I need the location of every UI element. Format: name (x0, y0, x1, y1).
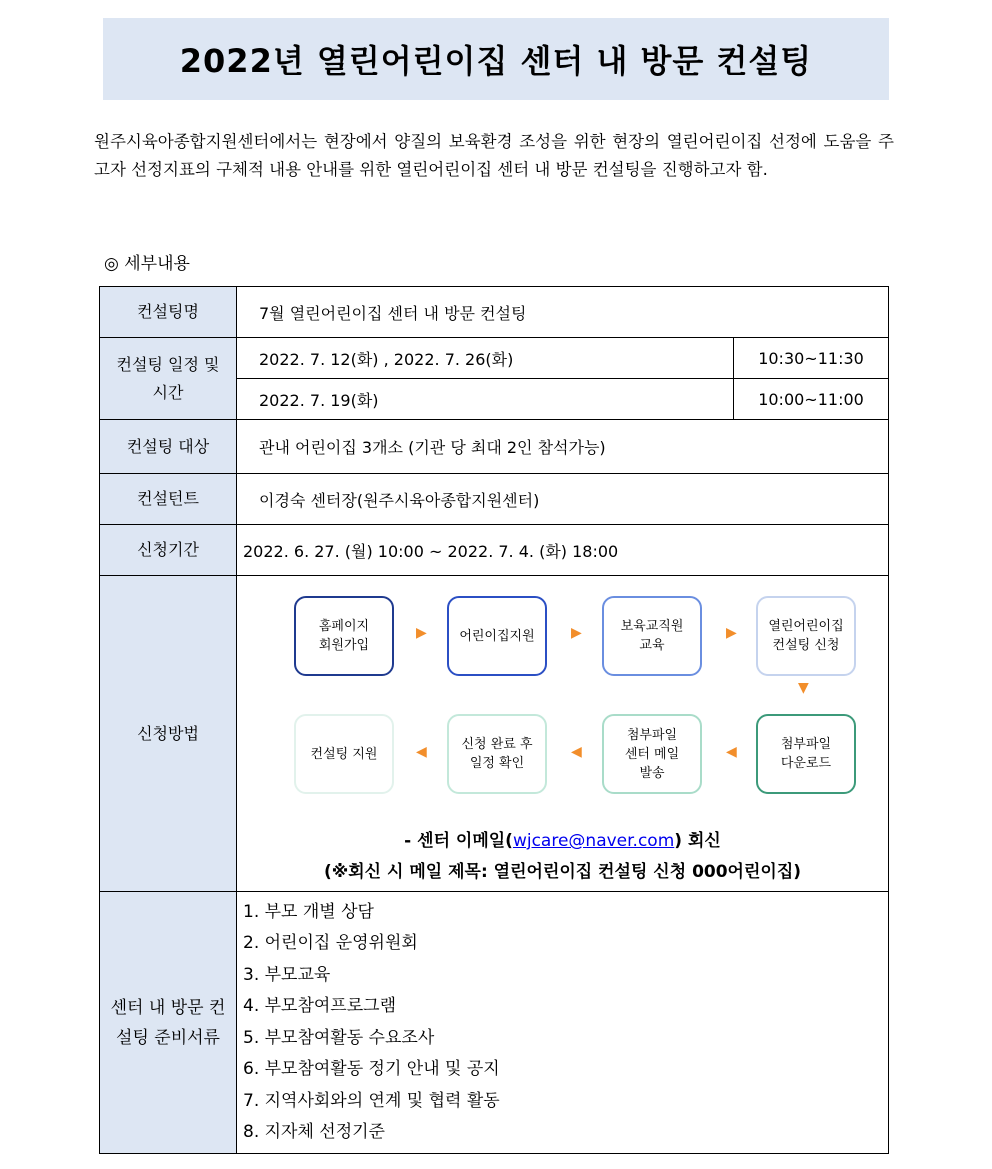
documents-list (237, 897, 888, 1149)
label-documents: 센터 내 방문 컨설팅 준비서류 (100, 892, 237, 1154)
list-item: 3. 부모교육 (243, 964, 331, 985)
title-banner (103, 18, 889, 100)
row-method (100, 576, 889, 892)
value-target: 관내 어린이집 3개소 (기관 당 최대 2인 참석가능) (237, 420, 889, 474)
value-consultant: 이경숙 센터장(원주시육아종합지원센터) (237, 474, 889, 525)
schedule-date-2: 2022. 7. 19(화) (237, 379, 734, 420)
row-target (100, 420, 889, 474)
flow-step-apply-consulting: 열린어린이집 컨설팅 신청 (756, 596, 856, 676)
row-documents (100, 892, 889, 1154)
label-period: 신청기간 (100, 525, 237, 576)
schedule-date-1: 2022. 7. 12(화) , 2022. 7. 26(화) (237, 338, 734, 379)
list-item: 6. 부모참여활동 정기 안내 및 공지 (243, 1059, 500, 1079)
flow-step-daycare-support: 어린이집지원 (447, 596, 547, 676)
row-schedule-1 (100, 338, 889, 379)
value-documents (237, 892, 889, 1154)
page-title: 2022년 열린어린이집 센터 내 방문 컨설팅 (179, 42, 813, 80)
value-method (237, 576, 889, 892)
label-schedule: 컨설팅 일정 및 시간 (100, 338, 237, 420)
label-method: 신청방법 (100, 576, 237, 892)
arrow-left-icon: ◀ (416, 744, 427, 760)
arrow-left-icon: ◀ (726, 744, 737, 760)
label-consultant: 컨설턴트 (100, 474, 237, 525)
details-table (99, 286, 889, 1154)
list-item: 2. 어린이집 운영위원회 (243, 933, 418, 953)
email-prefix: - 센터 이메일( (404, 831, 513, 851)
flow-step-download-attachment: 첨부파일 다운로드 (756, 714, 856, 794)
flow-step-send-email: 첨부파일 센터 메일 발송 (602, 714, 702, 794)
list-item: 8. 지자체 선정기준 (243, 1122, 385, 1142)
section-heading: ◎ 세부내용 (104, 254, 190, 274)
intro-paragraph: 원주시육아종합지원센터에서는 현장에서 양질의 보육환경 조성을 위한 현장의 열린어린이집 선정에 도움을 주고자 선정지표의 구체적 내용 안내를 위한 열린어린이집 센터 내 방문 컨설팅을 진행하고자 함. (94, 132, 894, 179)
arrow-right-icon: ▶ (416, 625, 427, 641)
list-item: 1. 부모 개별 상담 (243, 901, 374, 922)
arrow-right-icon: ▶ (571, 625, 582, 641)
flow-step-confirm-schedule: 신청 완료 후 일정 확인 (447, 714, 547, 794)
arrow-right-icon: ▶ (726, 625, 737, 641)
flow-step-signup: 홈페이지 회원가입 (294, 596, 394, 676)
row-consultant (100, 474, 889, 525)
email-link[interactable]: wjcare@naver.com (512, 831, 675, 851)
label-target: 컨설팅 대상 (100, 420, 237, 474)
arrow-down-icon: ▼ (798, 680, 809, 696)
row-name (100, 287, 889, 338)
flow-step-consulting-support: 컨설팅 지원 (294, 714, 394, 794)
email-subject-note: (※회신 시 메일 제목: 열린어린이집 컨설팅 신청 000어린이집) (323, 862, 802, 882)
list-item: 5. 부모참여활동 수요조사 (243, 1027, 435, 1048)
label-name: 컨설팅명 (100, 287, 237, 338)
value-name: 7월 열린어린이집 센터 내 방문 컨설팅 (237, 287, 889, 338)
schedule-time-1: 10:30~11:30 (734, 338, 889, 379)
list-item: 7. 지역사회와의 연계 및 협력 활동 (243, 1090, 500, 1111)
value-period: 2022. 6. 27. (월) 10:00 ~ 2022. 7. 4. (화) 18:00 (237, 525, 889, 576)
arrow-left-icon: ◀ (571, 744, 582, 760)
flow-step-staff-education: 보육교직원 교육 (602, 596, 702, 676)
application-flowchart (237, 576, 888, 891)
schedule-time-2: 10:00~11:00 (734, 379, 889, 420)
row-period (100, 525, 889, 576)
list-item: 4. 부모참여프로그램 (243, 996, 396, 1016)
email-suffix: ) 회신 (674, 831, 721, 851)
email-reply-line (237, 826, 888, 851)
